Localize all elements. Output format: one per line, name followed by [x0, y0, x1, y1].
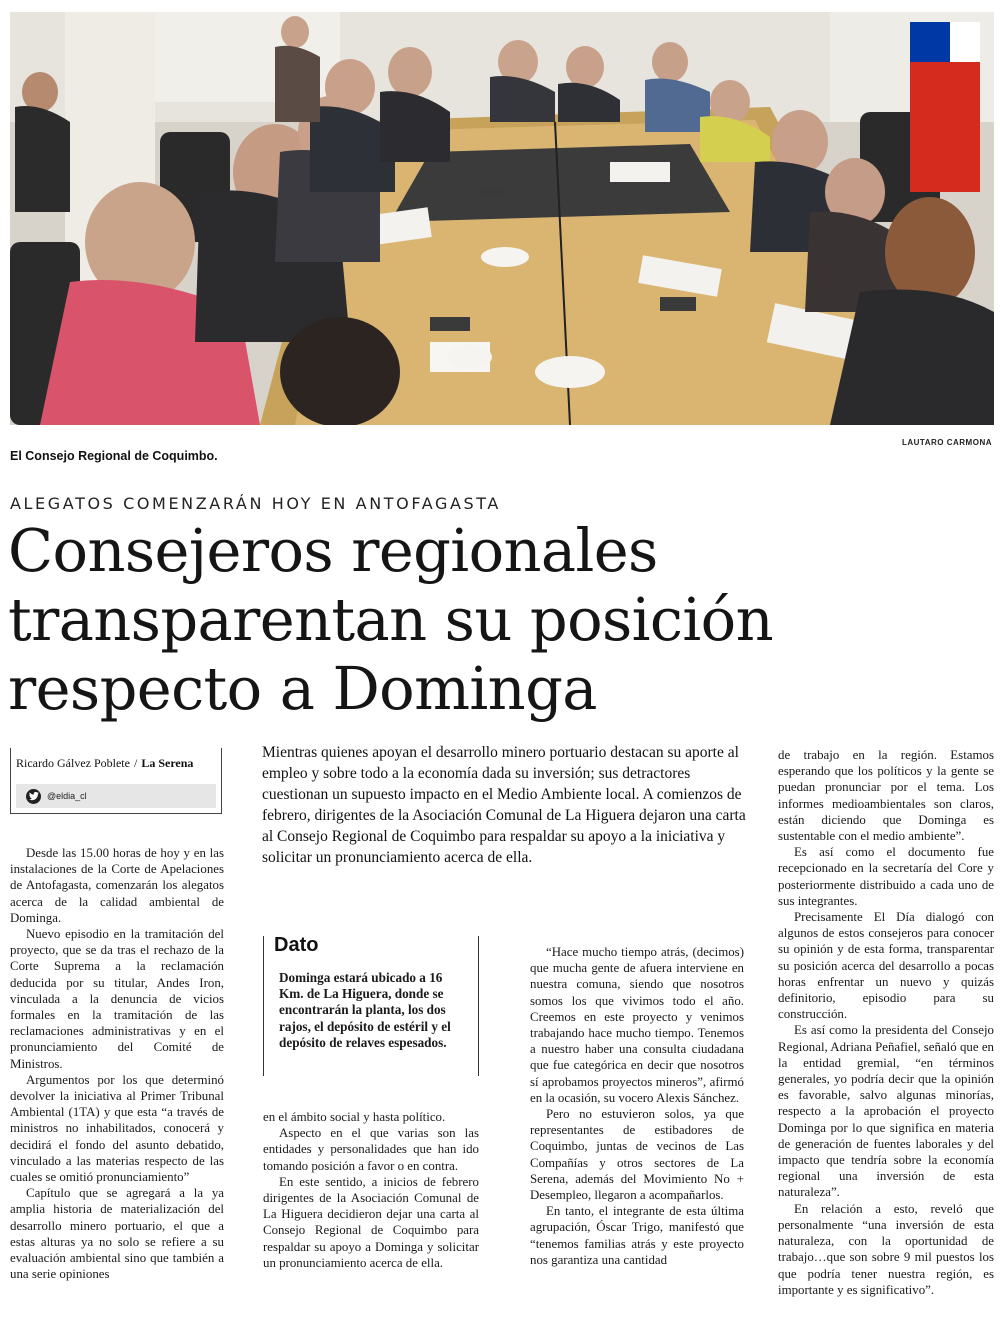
paragraph: Desde las 15.00 horas de hoy y en las instalaciones de la Corte de Apelaciones de Antofagasta, comenzarán los alegatos acerca de la calidad ambiental de Dominga. — [10, 846, 224, 925]
twitter-icon — [26, 789, 41, 804]
body-column-3 — [530, 944, 744, 1268]
paragraph: Aspecto en el que varias son las entidades y personalidades que han ido tomando posición a favor o en contra. — [263, 1126, 479, 1173]
byline — [16, 756, 193, 771]
flag-blue — [910, 22, 950, 62]
article-headline: Consejeros regionales transparentan su posición respecto a Dominga — [8, 516, 773, 723]
twitter-bar — [16, 784, 216, 808]
paragraph: Es así como la presidenta del Consejo Regional, Adriana Peñafiel, señaló que en la entidad gremial, “en términos generales, yo podría decir que la opinión es favorable, salvo algunas minorías, respecto a la aprobación el proyecto Dominga por lo que significa en materia de generación de fuentes laborales y del impacto que tendría sobre la economía regional una inversión de esta naturaleza”. — [778, 1023, 994, 1200]
photo-caption: El Consejo Regional de Coquimbo. — [10, 449, 218, 463]
paragraph: En tanto, el integrante de esta última agrupación, Óscar Trigo, manifestó que “tenemos familias atrás y este proyecto nos garantiza una cantidad — [530, 1204, 744, 1267]
dato-title: Dato — [274, 934, 319, 956]
paragraph: de trabajo en la región. Estamos esperando que los políticos y la gente se puedan pronunciar por el tema. Los informes medioambientales son claros, están diciendo que Dominga es sustentable con el medio ambiente”. — [778, 748, 994, 844]
paragraph: En relación a esto, reveló que personalmente “una inversión de esta naturaleza, con la oportunidad de trabajo…que son sobre 9 mil puestos los que podría tener nuestra región, es importante y es significativo”. — [778, 1201, 994, 1297]
paragraph: Argumentos por los que determinó devolver la iniciativa al Primer Tribunal Ambiental (1TA) y que esta “a través de ministros no inhabilitados, conocerá y decidirá el fondo del asunto debatido, vinculado a las materias respecto de las cuales se omitió pronunciamiento” — [10, 1072, 224, 1185]
paragraph: Precisamente El Día dialogó con algunos de estos consejeros para conocer su opinión y de esta forma, transparentar su posición acerca del desarrollo a pocas horas enfrentar un nuevo y quizás definitorio, episodio para su construcción. — [778, 910, 994, 1022]
dato-text: Dominga estará ubicado a 16 Km. de La Higuera, donde se encontrarán la planta, los dos rajos, el depósito de estéril y el depósito de relaves espesados. — [279, 970, 451, 1050]
article-photo — [10, 12, 994, 425]
paragraph: Es así como el documento fue recepcionado en la secretaría del Core y posteriormente distribuido a cada uno de sus integrantes. — [778, 845, 994, 908]
byline-separator: / — [133, 756, 138, 770]
council-meeting-illustration — [10, 12, 994, 425]
twitter-handle[interactable]: @eldia_cl — [47, 791, 87, 801]
flag-red — [910, 62, 980, 192]
article-kicker: ALEGATOS COMENZARÁN HOY EN ANTOFAGASTA — [10, 494, 501, 513]
article-lead: Mientras quienes apoyan el desarrollo minero portuario destacan su aporte al empleo y sobre todo a la economía dada su inversión; sus detractores cuestionan un supuesto impacto en el Medio Ambiente local. A comienzos de febrero, dirigentes de la Asociación Comunal de La Higuera dejaron una carta al Consejo Regional de Coquimbo para respaldar su apoyo a la iniciativa y solicitar un pronunciamiento acerca de ella. — [262, 744, 746, 866]
paragraph: Nuevo episodio en la tramitación del proyecto, que se da tras el rechazo de la Corte Suprema a la reclamación deducida por su titular, Andes Iron, vinculada a la denuncia de vicios formales en la tramitación de las reclamaciones administrativas y en el pronunciamiento del Comité de Ministros. — [10, 927, 224, 1071]
byline-city: La Serena — [141, 756, 194, 770]
paragraph: En este sentido, a inicios de febrero dirigentes de la Asociación Comunal de La Higuera decidieron dejar una carta al Consejo Regional de Coquimbo para respaldar su apoyo a Dominga y solicitar un pronunciamiento acerca de ella. — [263, 1174, 479, 1270]
paragraph: “Hace mucho tiempo atrás, (decimos) que mucha gente de afuera interviene en nuestra comuna, siendo que nosotros somos los que vivimos todo el año. Creemos en este proyecto y venimos trabajando hace mucho tiempo. Tenemos a nuestro haber una consulta ciudadana que fue categórica en decir que nosotros sí aprobamos proyectos mineros”, afirmó en la ocasión, su vocero Alexis Sánchez. — [530, 945, 744, 1105]
body-column-2 — [263, 1109, 479, 1271]
paragraph: en el ámbito social y hasta político. — [263, 1110, 446, 1124]
paragraph: Pero no estuvieron solos, ya que representantes de estibadores de Coquimbo, juntas de vecinos de Las Compañías y otros sectores de La Serena, además del Movimiento No + Desempleo, llegaron a acompañarlos. — [530, 1107, 744, 1203]
author-name: Ricardo Gálvez Poblete — [16, 756, 130, 770]
body-column-1 — [10, 845, 224, 1282]
photo-credit: LAUTARO CARMONA — [901, 438, 992, 447]
paragraph: Capítulo que se agregará a la ya amplia historia de materialización del desarrollo minero portuario, el que a estas alturas ya no solo se refiere a su evaluación ambiental sino que también a una serie opiniones — [10, 1186, 224, 1282]
body-column-4 — [778, 747, 994, 1298]
